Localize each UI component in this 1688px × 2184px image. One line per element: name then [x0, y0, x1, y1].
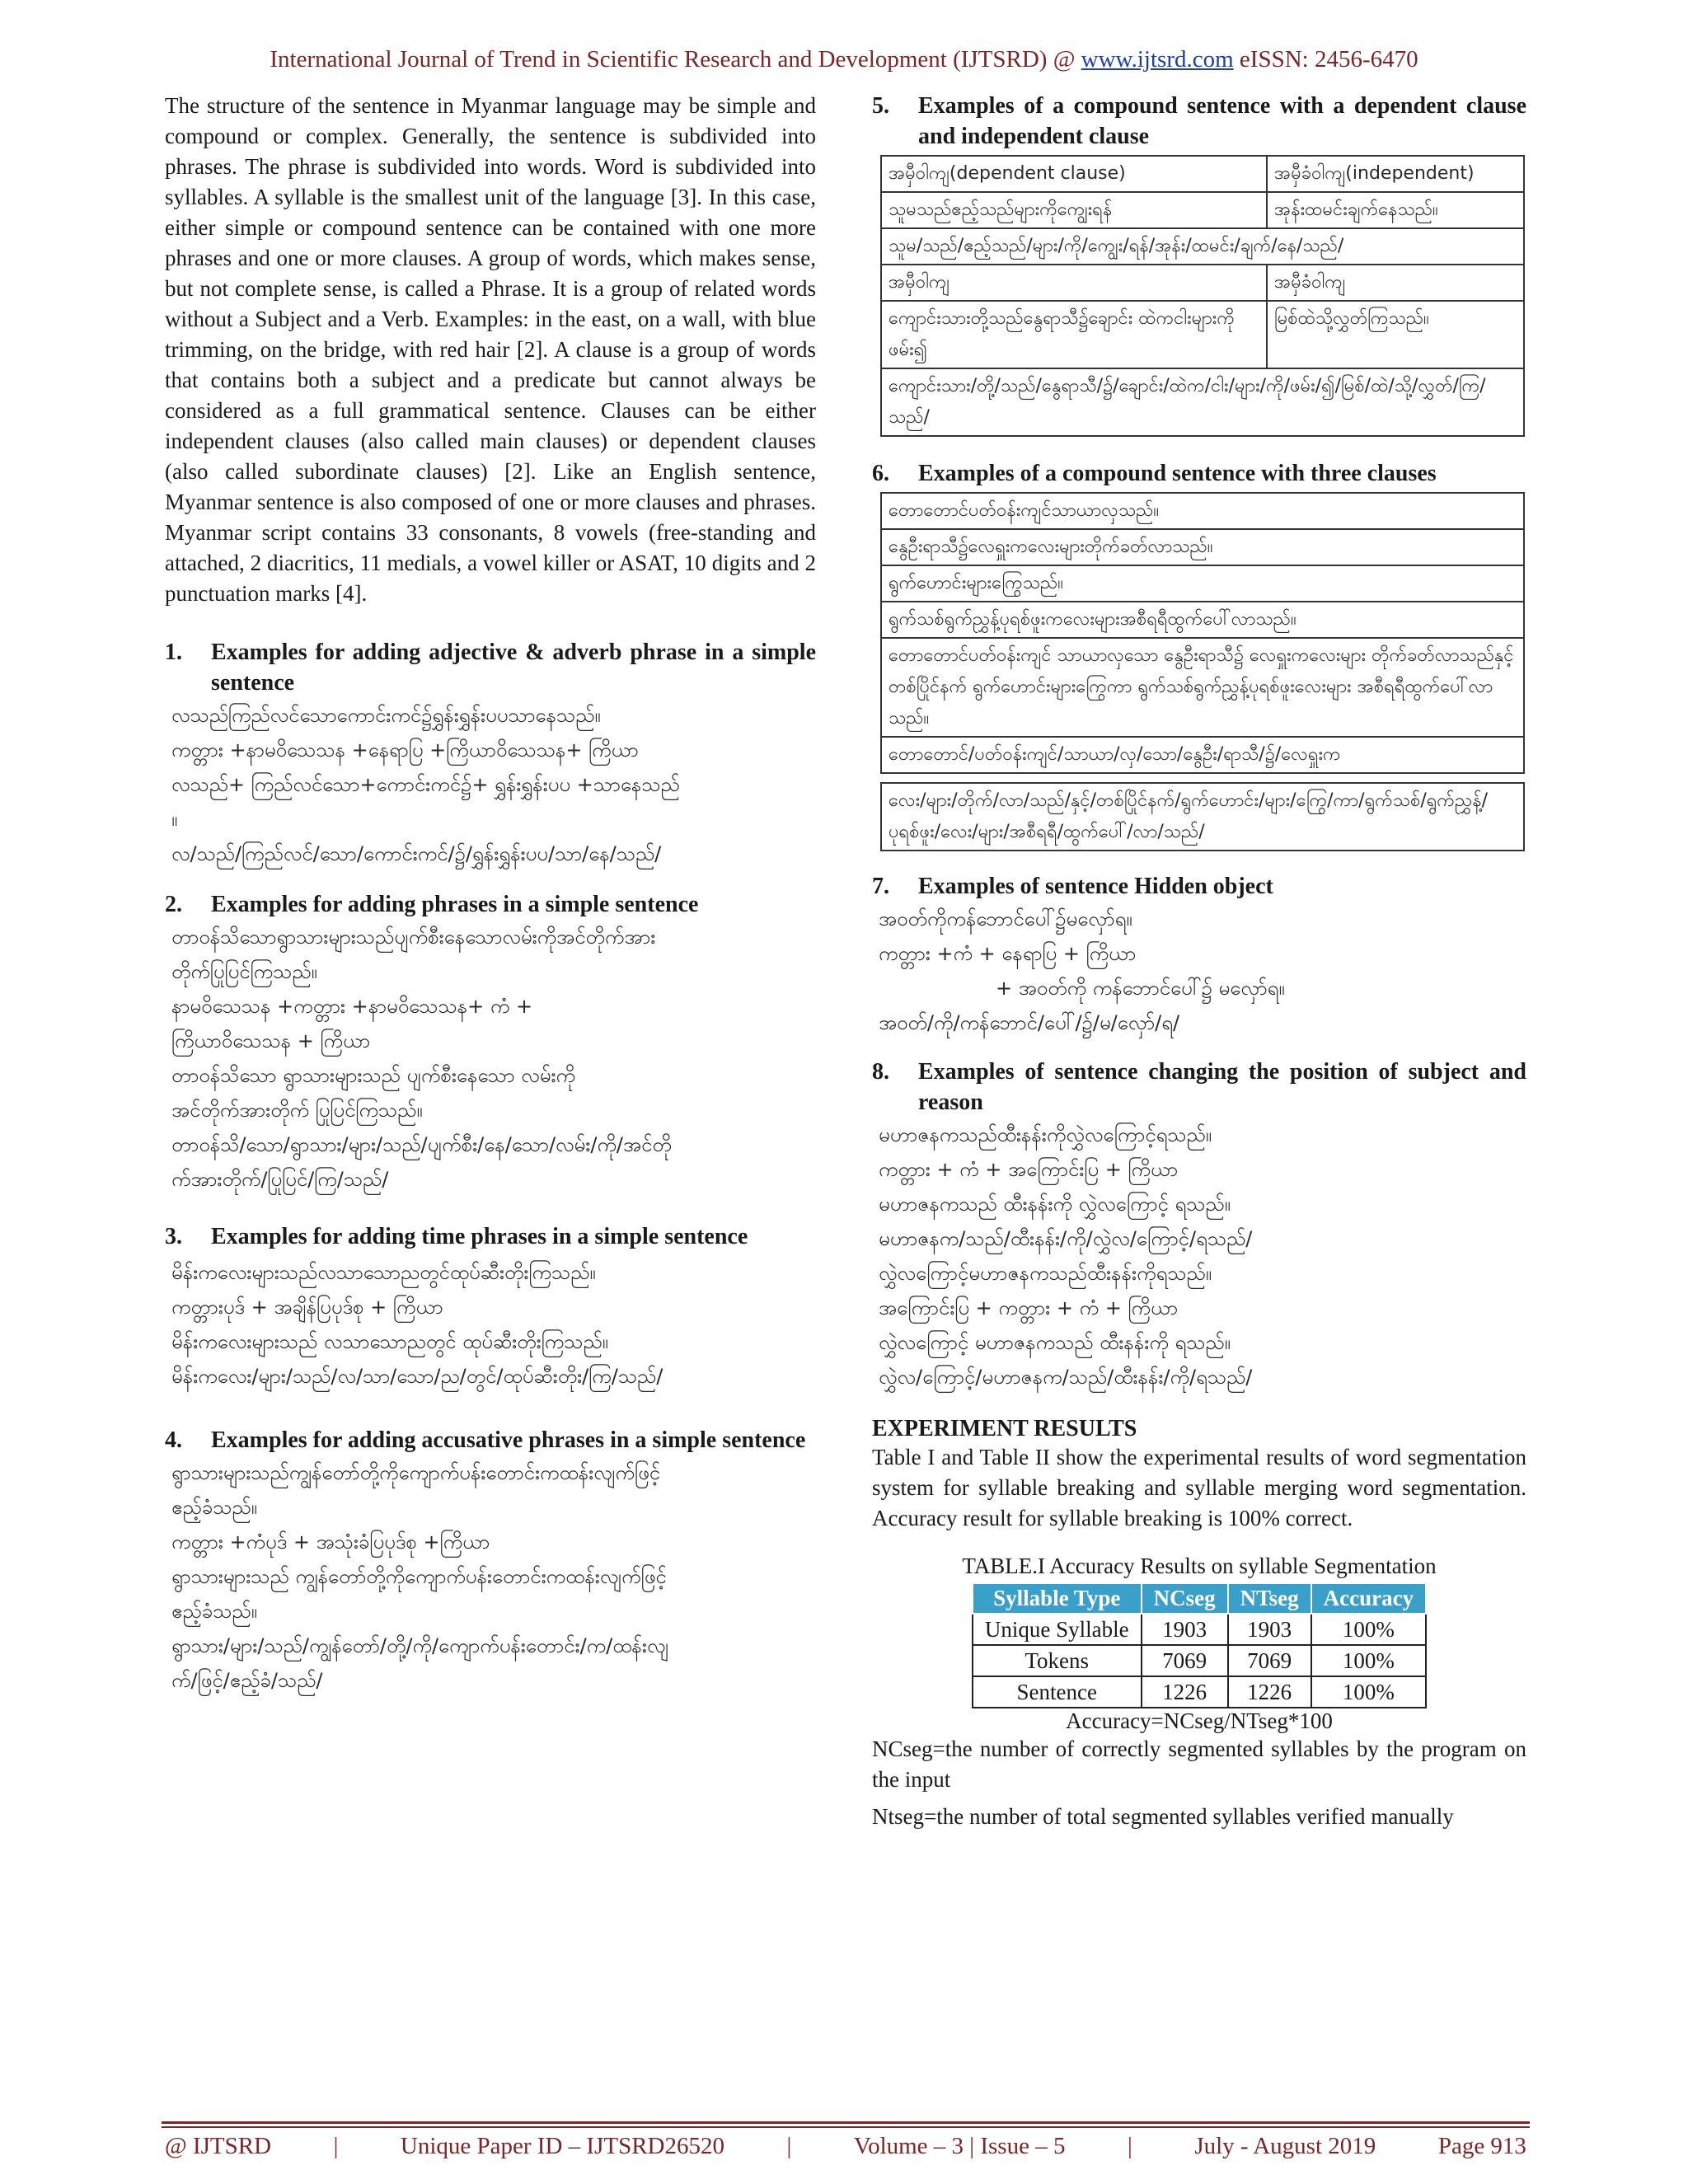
table-row: [973, 1645, 1426, 1676]
example-1-heading: [165, 637, 816, 698]
example-6-continuation: [880, 782, 1525, 851]
footer-page-number: Page 913: [1437, 2133, 1526, 2159]
footer-separator: |: [1128, 2133, 1132, 2159]
example-8-line: အကြောင်းပြ + ကတ္တား + ကံ + ကြိယာ: [879, 1296, 1179, 1319]
table-row: [881, 265, 1524, 301]
example-4-line: ရွာသားများသည်ကျွန်တော်တို့ကိုကျောက်ပန်းတောင်းကထန်းလျက်ဖြင့်: [171, 1461, 661, 1484]
example-6-number: 6.: [872, 461, 889, 486]
table-cell: Unique Syllable: [973, 1614, 1142, 1645]
footer-brand: @ IJTSRD: [165, 2133, 272, 2159]
example-1-line: ။: [171, 808, 178, 831]
example-3-line: မိန်းကလေးများသည် လသာသောညတွင် ထုပ်ဆီးတိုးကြသည်။: [171, 1330, 608, 1353]
example-8-line: မဟာဇနက/သည်/ထီးနန်း/ကို/လွှဲလ/ကြောင့်/ရသည်/: [879, 1227, 1253, 1250]
example-8-line: ကတ္တား + ကံ + အကြောင်းပြ + ကြိယာ: [879, 1158, 1179, 1181]
table-cell: 7069: [1142, 1645, 1228, 1676]
table-row: [881, 228, 1524, 265]
example-4-line: ရွာသား/များ/သည်/ကျွန်တော်/တို့/ကို/ကျောက်ပန်းတောင်း/က/ထန်းလျ: [171, 1634, 669, 1657]
example-4-line: ဧည့်ခံသည်။: [171, 1600, 257, 1623]
example-8-line: မဟာဇနကသည် ထီးနန်းကို လွှဲလကြောင့် ရသည်။: [879, 1193, 1231, 1216]
table-cell: ကျောင်းသား/တို့/သည်/နွေရာသီ/၌/ချောင်း/ထဲက/ငါး/များ/ကို/ဖမ်း/၍/မြစ်/ထဲ/သို့/လွှတ်/ကြ/သည်/: [881, 368, 1524, 436]
example-1-line: လသည်+ ကြည်လင်သော+ကောင်းကင်၌+ ရွှန်းရွှန်းပပ +သာနေသည်: [171, 773, 680, 796]
header-prefix: International Journal of Trend in Scientific Research and Development (IJTSRD) @: [270, 46, 1076, 73]
example-7-title: Examples of sentence Hidden object: [918, 874, 1273, 899]
ncseg-note: NCseg=the number of correctly segmented syllables by the program on the input: [872, 1736, 1526, 1792]
example-5-table: [880, 155, 1525, 437]
column-header: NCseg: [1142, 1583, 1228, 1614]
table-cell: သူမ/သည်/ဧည့်သည်/များ/ကို/ကျွေး/ရန်/အုန်း/ထမင်း/ချက်/နေ/သည်/: [881, 228, 1524, 265]
example-1-line: ကတ္တား +နာမဝိသေသန +နေရာပြ +ကြိယာဝိသေသန+ ကြိယာ: [171, 738, 639, 762]
example-8-line: မဟာဇနကသည်ထီးနန်းကိုလွှဲလကြောင့်ရသည်။: [879, 1123, 1212, 1146]
table-cell: နွေဦးရာသီ၌လေရှူးကလေးများတိုက်ခတ်လာသည်။: [881, 529, 1524, 565]
table-row: [973, 1614, 1426, 1645]
example-3-title: Examples for adding time phrases in a simple sentence: [211, 1224, 748, 1249]
table-cell: ရွက်ဟောင်းများကြွေသည်။: [881, 565, 1524, 602]
table-cell: တောတောင်ပတ်ဝန်းကျင် သာယာလှသော နွေဦးရာသီ၌ လေရှူးကလေးများ တိုက်ခတ်လာသည်နှင့်တစ်ပြိုင်နက် ရွက်ဟောင်းများကြွေကာ ရွက်သစ်ရွက်ညွှန့်ပုရစ်ဖူးလေးများ အစီရရီထွက်ပေါ်လာသည်။: [881, 638, 1524, 737]
table-cell: သူမသည်ဧည့်သည်များကိုကျွေးရန်: [881, 192, 1267, 228]
table-cell: မြစ်ထဲသို့လွှတ်ကြသည်။: [1267, 301, 1524, 368]
table-cell: လေး/များ/တိုက်/လာ/သည်/နှင့်/တစ်ပြိုင်နက်/ရွက်ဟောင်း/များ/ကြွေ/ကာ/ရွက်သစ်/ရွက်ညွှန့်/ပုရစ်ဖူး/လေး/များ/အစီရရီ/ထွက်ပေါ်/လာ/သည်/: [881, 783, 1524, 851]
table-cell: 100%: [1311, 1614, 1426, 1645]
table-row: [881, 156, 1524, 192]
example-1-number: 1.: [165, 640, 182, 665]
footer-divider: [162, 2121, 1530, 2124]
table-row: [881, 493, 1524, 529]
example-3-heading: [165, 1221, 816, 1252]
table-cell: 1226: [1228, 1676, 1311, 1708]
example-4-line: ဧည့်ခံသည်။: [171, 1496, 257, 1519]
example-2-line: တာဝန်သိသောရွာသားများသည်ပျက်စီးနေသောလမ်းကိုအင်တိုက်အား: [171, 926, 656, 949]
example-3-line: မိန်းကလေးများသည်လသာသောညတွင်ထုပ်ဆီးတိုးကြသည်။: [171, 1261, 596, 1284]
column-header: Syllable Type: [973, 1583, 1142, 1614]
accuracy-table: [972, 1582, 1427, 1708]
table-cell: အမှီခံဝါကျ: [1267, 265, 1524, 301]
example-6-title: Examples of a compound sentence with three clauses: [918, 461, 1437, 486]
table-row: [881, 192, 1524, 228]
example-2-line: တာဝန်သိ/သော/ရွာသား/များ/သည်/ပျက်စီး/နေ/သော/လမ်း/ကို/အင်တို: [171, 1133, 672, 1156]
journal-link[interactable]: www.ijtsrd.com: [1081, 46, 1234, 73]
example-7-number: 7.: [872, 874, 889, 899]
table-cell: တောတောင်ပတ်ဝန်းကျင်သာယာလှသည်။: [881, 493, 1524, 529]
table-row: [881, 737, 1524, 773]
table-cell: အမှီခံဝါကျ(independent): [1267, 156, 1524, 192]
journal-header: [0, 46, 1688, 73]
example-2-line: က်အားတိုက်/ပြုပြင်/ကြ/သည်/: [171, 1168, 389, 1191]
example-2-line: တာဝန်သိသော ရွာသားများသည် ပျက်စီးနေသော လမ်းကို: [171, 1064, 576, 1087]
example-7-heading: [872, 871, 1526, 902]
example-8-line: လွှဲလကြောင့် မဟာဇနကသည် ထီးနန်းကို ရသည်။: [879, 1331, 1231, 1354]
example-3-number: 3.: [165, 1224, 182, 1249]
footer-separator: |: [333, 2133, 339, 2159]
example-5-title: Examples of a compound sentence with a dependent clause and independent clause: [918, 93, 1526, 149]
column-header: Accuracy: [1311, 1583, 1426, 1614]
table-header-row: [973, 1583, 1426, 1614]
table-cell: 1903: [1142, 1614, 1228, 1645]
table-cell: ကျောင်းသားတို့သည်နွေရာသီ၌ချောင်း ထဲကငါးများကိုဖမ်း၍: [881, 301, 1267, 368]
example-8-heading: [872, 1057, 1526, 1118]
example-3-line: ကတ္တားပုဒ် + အချိန်ပြပုဒ်စု + ကြိယာ: [171, 1296, 443, 1319]
example-7-line: ကတ္တား +ကံ + နေရာပြ + ကြိယာ: [879, 942, 1137, 965]
example-6-table: [880, 492, 1525, 774]
table-cell: ရွက်သစ်ရွက်ညွှန့်ပုရစ်ဖူးကလေးများအစီရရီထွက်ပေါ်လာသည်။: [881, 602, 1524, 638]
intro-paragraph: The structure of the sentence in Myanmar language may be simple and compound or complex. Generally, the sentence is subdivided into phrases. The phrase is subdivided into words. Word is subdivided into syllables. A syllable is the smallest unit of the language [3]. In this case, either simple or compound sentence can be contained with one more phrases and one or more clauses. A group of words, which makes sense, but not complete sense, is called a Phrase. It is a group of related words without a Subject and a Verb. Examples: in the east, on a wall, with blue trimming, on the bridge, with red hair [2]. A clause is a group of words that contains both a subject and a predicate but cannot always be considered as a full grammatical sentence. Clauses can be either independent clauses (also called main clauses) or dependent clauses (also called subordinate clauses) [2]. Like an English sentence, Myanmar sentence is also composed of one or more clauses and phrases. Myanmar script contains 33 consonants, 8 vowels (free-standing and attached, 2 diacritics, 11 medials, a vowel killer or ASAT, 10 digits and 2 punctuation marks [4].: [165, 93, 816, 606]
example-4-title: Examples for adding accusative phrases in a simple sentence: [211, 1427, 806, 1453]
example-3-line: မိန်းကလေး/များ/သည်/လ/သာ/သော/ည/တွင်/ထုပ်ဆီးတိုး/ကြ/သည်/: [171, 1365, 663, 1388]
table-row: [881, 565, 1524, 602]
left-column: [165, 91, 816, 1698]
example-8-title: Examples of sentence changing the position of subject and reason: [918, 1059, 1526, 1115]
example-6-heading: [872, 458, 1526, 489]
example-8-line: လွှဲလကြောင့်မဟာဇနကသည်ထီးနန်းကိုရသည်။: [879, 1262, 1212, 1285]
example-7-line: အဝတ်/ကို/ကန်ဘောင်/ပေါ်/၌/မ/လှော်/ရ/: [879, 1011, 1180, 1034]
example-2-line: ကြိယာဝိသေသန + ကြိယာ: [171, 1029, 371, 1052]
example-7-line: + အဝတ်ကို ကန်ဘောင်ပေါ်၌ မလှော်ရ။: [996, 977, 1285, 1000]
table-cell: 7069: [1228, 1645, 1311, 1676]
footer-separator: |: [786, 2133, 792, 2159]
table-row: [881, 638, 1524, 737]
table-cell: Tokens: [973, 1645, 1142, 1676]
results-heading: EXPERIMENT RESULTS: [872, 1416, 1137, 1441]
header-issn: eISSN: 2456-6470: [1239, 46, 1418, 73]
example-2-line: အင်တိုက်အားတိုက် ပြုပြင်ကြသည်။: [171, 1099, 423, 1122]
table-cell: 100%: [1311, 1676, 1426, 1708]
right-column: [872, 91, 1526, 1832]
example-5-number: 5.: [872, 93, 889, 119]
example-1-title: Examples for adding adjective & adverb phrase in a simple sentence: [211, 640, 816, 696]
ntseg-note: Ntseg=the number of total segmented syllables verified manually: [872, 1804, 1454, 1829]
example-2-title: Examples for adding phrases in a simple sentence: [211, 892, 699, 917]
example-1-line: လ/သည်/ကြည်လင်/သော/ကောင်းကင်/၌/ရွှန်းရွှန်းပပ/သာ/နေ/သည်/: [171, 842, 662, 865]
table-cell: အုန်းထမင်းချက်နေသည်။: [1267, 192, 1524, 228]
example-2-line: တိုက်ပြုပြင်ကြသည်။: [171, 960, 317, 983]
table-cell: 1226: [1142, 1676, 1228, 1708]
table-row: [881, 529, 1524, 565]
example-4-line: ကတ္တား +ကံပုဒ် + အသုံးခံပြပုဒ်စု +ကြိယာ: [171, 1530, 490, 1554]
table-cell: တောတောင်/ပတ်ဝန်းကျင်/သာယာ/လှ/သော/နွေဦး/ရာသီ/၌/လေရှူးက: [881, 737, 1524, 773]
example-2-number: 2.: [165, 892, 182, 917]
table-row: [881, 783, 1524, 851]
footer-date: July - August 2019: [1194, 2133, 1376, 2159]
example-4-heading: [165, 1425, 816, 1455]
table-row: [973, 1676, 1426, 1708]
footer-divider: [162, 2126, 1530, 2128]
table-cell: အမှီဝါကျ(dependent clause): [881, 156, 1267, 192]
results-paragraph: Table I and Table II show the experimental results of word segmentation system for syllable breaking and syllable merging word segmentation. Accuracy result for syllable breaking is 100% correct.: [872, 1445, 1526, 1530]
table-row: [881, 301, 1524, 368]
table-cell: 100%: [1311, 1645, 1426, 1676]
footer-volume: Volume – 3 | Issue – 5: [853, 2133, 1066, 2159]
example-8-number: 8.: [872, 1059, 889, 1085]
table-caption: TABLE.I Accuracy Results on syllable Segmentation: [962, 1554, 1437, 1578]
example-2-line: နာမဝိသေသန +ကတ္တား +နာမဝိသေသန+ ကံ +: [171, 995, 533, 1018]
example-5-heading: [872, 91, 1526, 152]
example-8-line: လွှဲလ/ကြောင့်/မဟာဇနက/သည်/ထီးနန်း/ကို/ရသည်/: [879, 1366, 1253, 1389]
example-4-line: ရွာသားများသည် ကျွန်တော်တို့ကိုကျောက်ပန်းတောင်းကထန်းလျက်ဖြင့်: [171, 1565, 667, 1588]
table-cell: 1903: [1228, 1614, 1311, 1645]
table-row: [881, 602, 1524, 638]
example-4-line: က်/ဖြင့်/ဧည့်ခံ/သည်/: [171, 1669, 323, 1692]
example-1-line: လသည်ကြည်လင်သောကောင်းကင်၌ရွှန်းရွှန်းပပသာနေသည်။: [171, 704, 601, 727]
footer-paper-id: Unique Paper ID – IJTSRD26520: [400, 2133, 724, 2159]
table-row: [881, 368, 1524, 436]
example-7-line: အဝတ်ကိုကန်ဘောင်ပေါ်၌မလှော်ရ။: [879, 907, 1132, 930]
table-cell: အမှီဝါကျ: [881, 265, 1267, 301]
page-footer: [165, 2133, 1526, 2160]
example-4-number: 4.: [165, 1427, 182, 1453]
accuracy-formula: Accuracy=NCseg/NTseg*100: [1066, 1708, 1333, 1733]
column-header: NTseg: [1228, 1583, 1311, 1614]
table-cell: Sentence: [973, 1676, 1142, 1708]
example-2-heading: [165, 889, 816, 920]
